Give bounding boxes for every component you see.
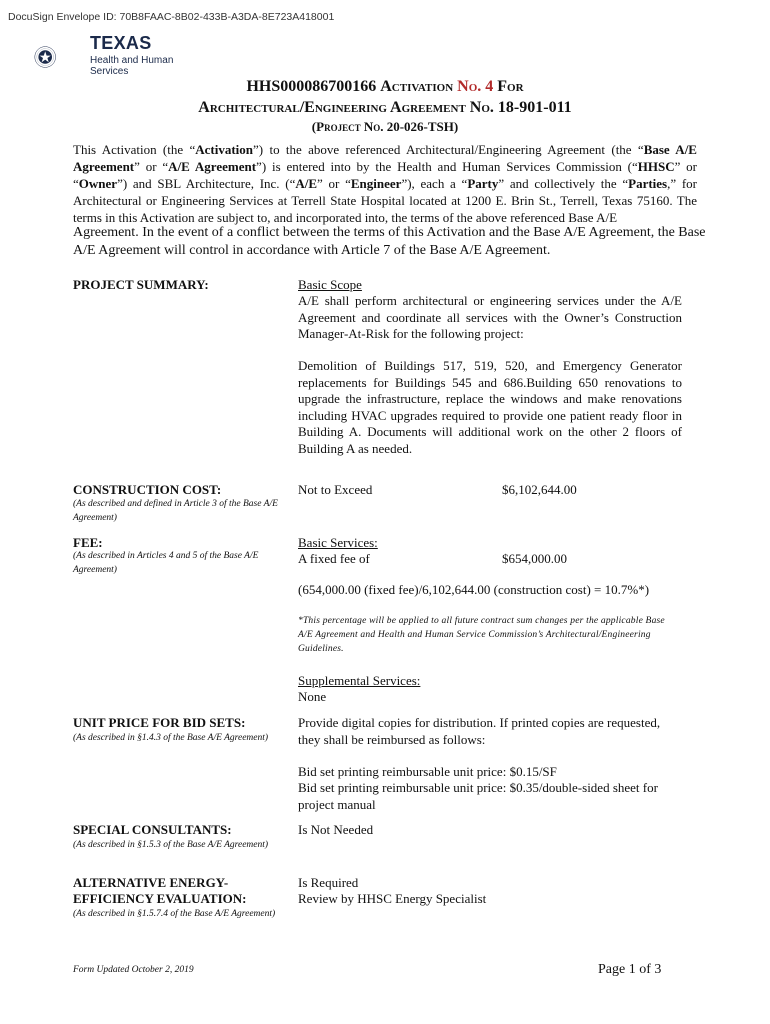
alt-energy-review: Review by HHSC Energy Specialist xyxy=(298,891,487,906)
basic-scope-text: A/E shall perform architectural or engineering services under the A/E Agreement and coordinate all services with the Owner’s Construction Manager-At-Risk for the following project: xyxy=(298,293,682,341)
term-parties: Parties xyxy=(628,176,668,191)
project-description: Demolition of Buildings 517, 519, 520, and Emergency Generator replacements for Buildings 545 and 686.Building 650 renovations to upgrade the infrastructure, replace the windows and make renovations including HVAC upgrades required to provide one patient ready floor in Building A. Documents will additional work on the other 2 floors of Building A as needed. xyxy=(298,358,682,456)
special-consultants-value: Is Not Needed xyxy=(298,822,374,837)
intro-text: ” or “ xyxy=(73,159,698,191)
title-agreement: Architectural/Engineering Agreement xyxy=(198,99,466,116)
title-project-number: No. 20-026-TSH) xyxy=(363,119,459,134)
term-owner: Owner xyxy=(78,176,118,191)
alt-energy-reference: (As described in §1.5.7.4 of the Base A/E Agreement) xyxy=(73,909,276,919)
fixed-fee-text: A fixed fee of xyxy=(298,551,370,566)
intro-text: ”) to the above referenced Architectural/Engineering Agreement (the “ xyxy=(253,142,644,157)
fee-percentage-calculation: (654,000.00 (fixed fee)/6,102,644.00 (construction cost) = 10.7%*) xyxy=(298,582,650,597)
docusign-envelope-id: DocuSign Envelope ID: 70B8FAAC-8B02-433B-A3DA-8E723A418001 xyxy=(8,11,335,23)
fee-percentage-note: *This percentage will be applied to all future contract sum changes per the applicable Base A/E Agreement and Health and Human Service Commission’s Architectural/Engineering Guidelines. xyxy=(298,616,665,654)
term-hhsc: HHSC xyxy=(637,159,675,174)
special-consultants-reference: (As described in §1.5.3 of the Base A/E Agreement) xyxy=(73,840,269,850)
basic-services-heading: Basic Services: xyxy=(298,535,378,550)
title-for: For xyxy=(497,78,524,95)
intro-text: ,” for Architectural or Engineering Services at Terrell State Hospital located at 1200 E. Brin St., Terrell, Texas 75160. The terms in this Activation are subject to, and incorporated into, the terms of the above referenced Base A/E xyxy=(73,176,698,225)
page-number: Page 1 of 3 xyxy=(598,962,662,977)
term-activation: Activation xyxy=(195,142,254,157)
alt-energy-value: Is Required xyxy=(298,875,359,890)
construction-cost-amount: $6,102,644.00 xyxy=(502,482,577,497)
logo-texas-text: TEXAS xyxy=(90,33,152,53)
fixed-fee-amount: $654,000.00 xyxy=(502,551,567,566)
alt-energy-label-line2: EFFICIENCY EVALUATION: xyxy=(73,891,247,906)
document-title-line3 xyxy=(0,119,770,135)
term-party: Party xyxy=(467,176,499,191)
intro-text: ” or “ xyxy=(134,159,169,174)
intro-text: ”) is entered into by the Health and Human Services Commission (“ xyxy=(256,159,638,174)
title-activation: Activation xyxy=(380,78,454,95)
logo-line3: Services xyxy=(90,66,129,77)
intro-text: ”), each a “ xyxy=(401,176,468,191)
logo-line2: Health and Human xyxy=(90,55,174,66)
term-engineer: Engineer xyxy=(350,176,402,191)
intro-text: ” or “ xyxy=(317,176,351,191)
construction-cost-reference: (As described and defined in Article 3 of the Base A/E Agreement) xyxy=(73,499,278,523)
document-title-line1 xyxy=(0,78,770,96)
intro-paragraph xyxy=(73,141,697,226)
term-base-ae-agreement: Base A/E Agreement xyxy=(73,142,697,174)
document-title-line2 xyxy=(0,99,770,117)
unit-price-text: Provide digital copies for distribution. If printed copies are requested, they shall be reimbursed as follows: xyxy=(298,715,661,747)
intro-text: This Activation (the “ xyxy=(73,142,196,157)
form-updated-date: Form Updated October 2, 2019 xyxy=(73,965,194,975)
intro-text: ” and collectively the “ xyxy=(498,176,629,191)
basic-scope-heading: Basic Scope xyxy=(298,277,362,292)
texas-star-seal-icon xyxy=(34,29,90,85)
term-ae: A/E xyxy=(295,176,318,191)
supplemental-services-heading: Supplemental Services: xyxy=(298,673,421,688)
intro-text: ”) and SBL Architecture, Inc. (“ xyxy=(117,176,296,191)
title-agreement-number: No. 18-901-011 xyxy=(469,99,572,116)
intro-conflict-paragraph: Agreement. In the event of a conflict between the terms of this Activation and the Base A/E Agreement, the Base A/E Agreement will control in accordance with Article 7 of the Base A/E Agreement. xyxy=(73,225,706,258)
supplemental-services-value: None xyxy=(298,689,327,704)
unit-price-line2: Bid set printing reimbursable unit price: $0.35/double-sided sheet for project manual xyxy=(298,780,658,812)
title-project: Project xyxy=(316,119,361,134)
title-open-paren: ( xyxy=(311,119,317,134)
fee-reference: (As described in Articles 4 and 5 of the Base A/E Agreement) xyxy=(73,551,259,575)
title-activation-number: No. 4 xyxy=(457,78,494,95)
construction-cost-text: Not to Exceed xyxy=(298,482,373,497)
alt-energy-label-line1: ALTERNATIVE ENERGY- xyxy=(73,875,229,890)
fee-label: FEE: xyxy=(73,535,103,550)
logo-agency-text xyxy=(90,55,173,77)
unit-price-label: UNIT PRICE FOR BID SETS: xyxy=(73,715,246,730)
project-summary-label: PROJECT SUMMARY: xyxy=(73,277,209,292)
special-consultants-label: SPECIAL CONSULTANTS: xyxy=(73,822,232,837)
term-ae-agreement: A/E Agreement xyxy=(168,159,257,174)
unit-price-line1: Bid set printing reimbursable unit price: $0.15/SF xyxy=(298,764,557,779)
title-number: HHS000086700166 xyxy=(246,78,377,95)
unit-price-reference: (As described in §1.4.3 of the Base A/E Agreement) xyxy=(73,733,269,743)
construction-cost-label: CONSTRUCTION COST: xyxy=(73,482,222,497)
